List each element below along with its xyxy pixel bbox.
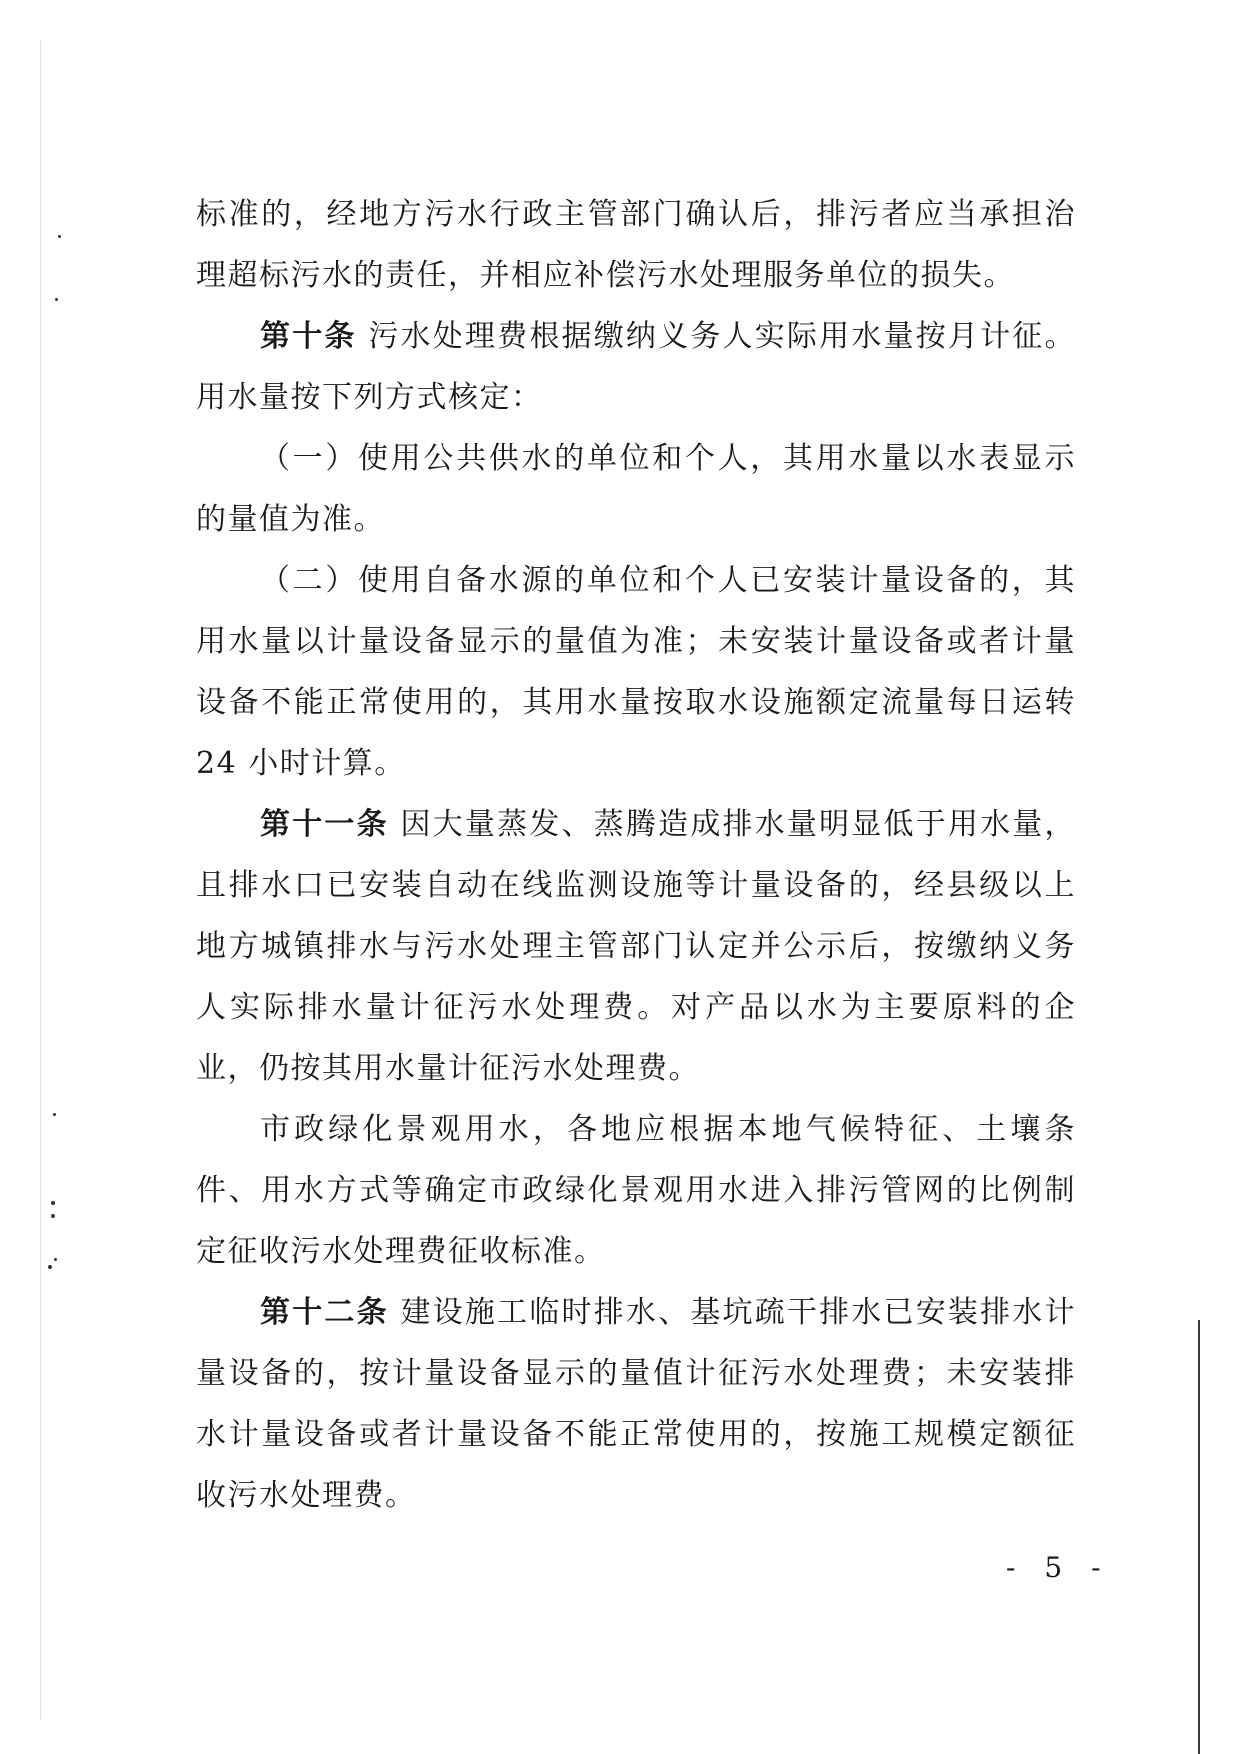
article-10 [196,306,1076,428]
scan-speck [48,1265,52,1269]
scan-speck [55,298,58,301]
clause-1-text: （一）使用公共供水的单位和个人，其用水量以水表显示的量值为准。 [196,441,1076,537]
clause-1 [196,428,1076,550]
scan-speck [53,1113,56,1116]
article-11 [196,794,1076,1099]
scan-speck [58,235,61,238]
scan-speck [54,1258,57,1261]
article-12-heading: 第十二条 [260,1295,389,1330]
scan-speck [51,1214,55,1218]
article-10-text: 污水处理费根据缴纳义务人实际用水量按月计征。用水量按下列方式核定： [196,319,1077,415]
clause-2-text: （二）使用自备水源的单位和个人已安装计量设备的，其用水量以计量设备显示的量值为准；未安装计量设备或者计量设备不能正常使用的，其用水量按取水设施额定流量每日运转 24 小时计算。 [196,563,1076,781]
clause-2 [196,550,1076,794]
article-10-heading: 第十条 [260,319,357,354]
paragraph-landscape-water [196,1099,1076,1282]
scan-speck [51,1201,55,1205]
paragraph-text: 标准的，经地方污水行政主管部门确认后，排污者应当承担治理超标污水的责任，并相应补偿污水处理服务单位的损失。 [196,197,1076,293]
page-number: - 5 - [1006,1551,1111,1584]
scan-right-edge [1198,1320,1200,1754]
article-11-heading: 第十一条 [260,807,389,842]
paragraph-continuation [196,184,1076,306]
article-12-text: 建设施工临时排水、基坑疏干排水已安装排水计量设备的，按计量设备显示的量值计征污水处理费；未安装排水计量设备或者计量设备不能正常使用的，按施工规模定额征收污水处理费。 [196,1295,1076,1513]
article-11-text: 因大量蒸发、蒸腾造成排水量明显低于用水量，且排水口已安装自动在线监测设施等计量设备的，经县级以上地方城镇排水与污水处理主管部门认定并公示后，按缴纳义务人实际排水量计征污水处理费。对产品以水为主要原料的企业，仍按其用水量计征污水处理费。 [196,807,1076,1086]
paragraph-text: 市政绿化景观用水，各地应根据本地气候特征、土壤条件、用水方式等确定市政绿化景观用水进入排污管网的比例制定征收污水处理费征收标准。 [196,1112,1076,1269]
scan-left-edge [40,40,41,1720]
article-12 [196,1282,1076,1526]
